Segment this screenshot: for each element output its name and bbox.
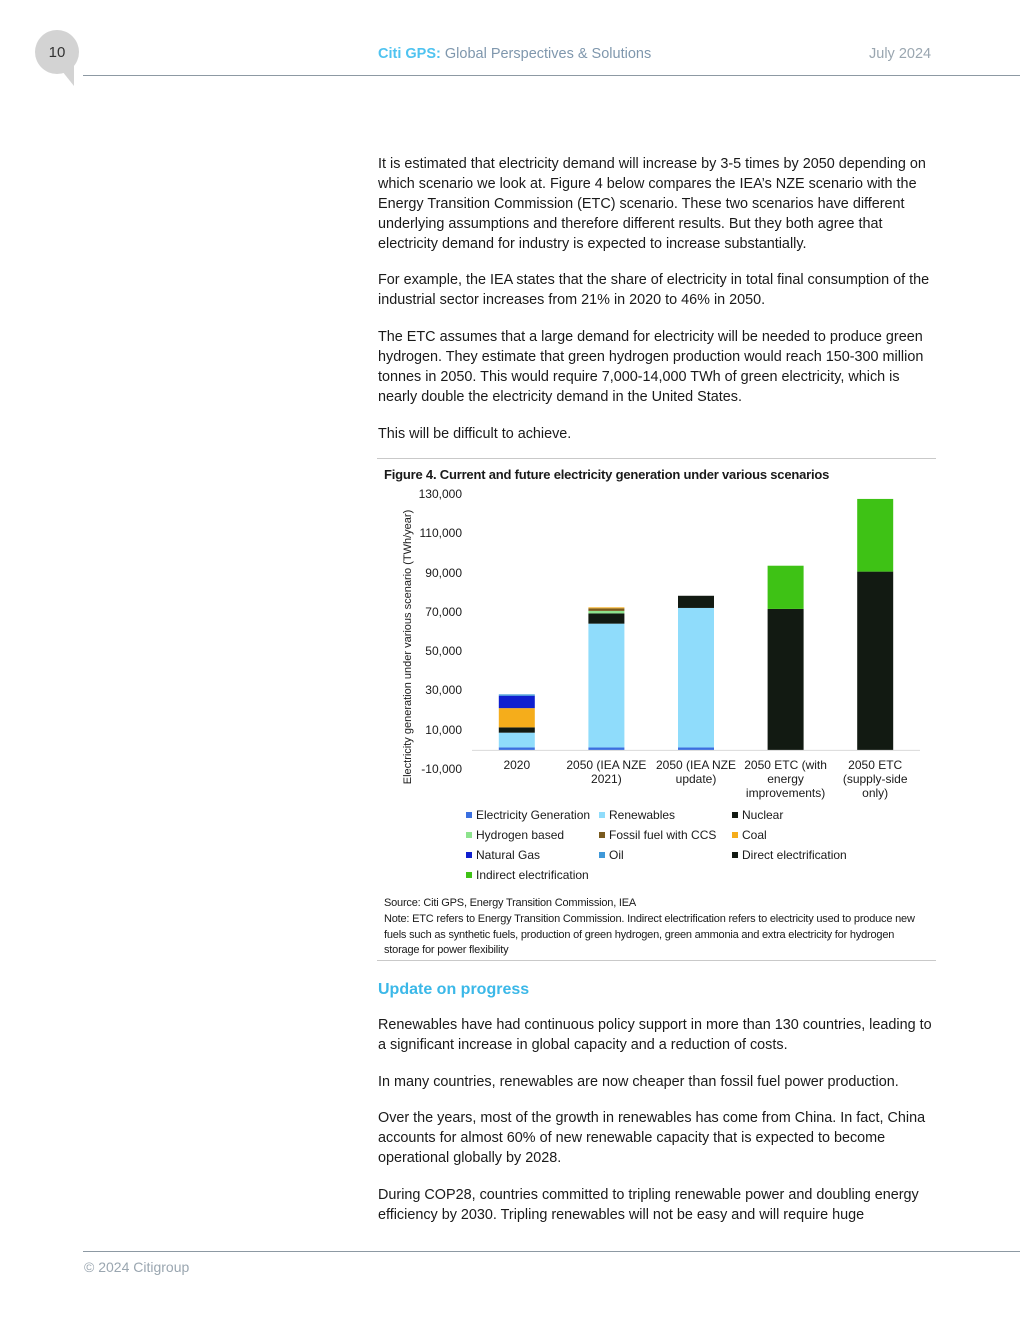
bar-segment — [588, 608, 624, 611]
legend-label: Hydrogen based — [476, 828, 565, 842]
x-tick-label-line: (supply-side — [842, 772, 908, 786]
page-number: 10 — [48, 43, 66, 61]
x-tick-label-line: 2050 ETC (with — [744, 758, 827, 772]
legend-item — [599, 828, 716, 842]
figure-title: Figure 4. Current and future electricity generation under various scenarios — [384, 467, 830, 482]
paragraph-3: The ETC assumes that a large demand for electricity will be needed to produce green hydrogen. They estimate that green hydrogen production would reach 150-300 million tonnes in 2050. This would require 7,000-14,000 TWh of green electricity, which is nearly double the electricity demand in the United States. — [378, 329, 924, 405]
legend-label: Oil — [609, 848, 624, 862]
legend-swatch — [732, 832, 738, 838]
legend-label: Nuclear — [742, 808, 784, 822]
footer-copyright: © 2024 Citigroup — [84, 1259, 190, 1275]
bar-segment — [857, 499, 893, 572]
paragraph-8: During COP28, countries committed to tripling renewable power and doubling energy efficiency by 2030. Tripling renewables will not be easy and will require huge — [378, 1187, 919, 1223]
legend-item — [466, 828, 564, 842]
bar-segment — [588, 624, 624, 748]
legend-label: Coal — [742, 828, 767, 842]
bar-segment — [499, 696, 535, 708]
legend-swatch — [466, 832, 472, 838]
paragraph-5: Renewables have had continuous policy support in more than 130 countries, leading to a significant increase in global capacity and a reduction of costs. — [378, 1017, 932, 1053]
footer-divider — [83, 1251, 1020, 1252]
x-tick-label-line: energy — [767, 772, 804, 786]
y-tick-label: -10,000 — [421, 762, 462, 776]
legend-swatch — [732, 852, 738, 858]
legend-swatch — [466, 852, 472, 858]
legend-item — [732, 828, 767, 842]
x-tick-label-line: 2021) — [591, 772, 622, 786]
y-tick-label: 50,000 — [425, 644, 462, 659]
figure-bottom-divider — [377, 960, 936, 961]
bar-segment — [499, 727, 535, 732]
legend-swatch — [599, 812, 605, 818]
y-tick-label: 90,000 — [425, 565, 462, 580]
paragraph-1: It is estimated that electricity demand will increase by 3-5 times by 2050 depending on which scenario we look at. Figure 4 below compares the IEA’s NZE scenario with the Energy Transition Commission (ETC) scenario. These two scenarios have different underlying assumptions and therefore different results. But they both agree that electricity demand for industry is expected to increase substantially. — [378, 156, 926, 252]
bar-segment — [588, 607, 624, 608]
legend-item — [732, 808, 783, 822]
legend-label: Indirect electrification — [476, 868, 589, 882]
bar-segment — [768, 566, 804, 609]
y-tick-label: 30,000 — [425, 683, 462, 698]
x-tick-label-line: 2020 — [503, 758, 531, 772]
bar-segment — [499, 694, 535, 695]
x-tick-label-line: only) — [862, 786, 889, 800]
section-heading: Update on progress — [378, 981, 530, 998]
legend-swatch — [599, 832, 605, 838]
legend-item — [732, 848, 847, 862]
figure-note: Note: ETC refers to Energy Transition Commission. Indirect electrification refers to electricity used to produce new fuels such as synthetic fuels, production of green hydrogen, green ammonia and extra electricity for hydrogen storage for power flexibility — [384, 913, 915, 956]
bar-segment — [499, 733, 535, 748]
paragraph-4: This will be difficult to achieve. — [378, 426, 572, 442]
bar-segment — [857, 572, 893, 751]
bar-segment — [678, 608, 714, 747]
bar-segment — [768, 609, 804, 750]
x-tick-label-line: 2050 (IEA NZE — [655, 758, 737, 772]
header-brand: Citi GPS: — [378, 46, 441, 62]
figure-source: Source: Citi GPS, Energy Transition Commission, IEA — [384, 897, 637, 909]
legend-item — [466, 848, 540, 862]
legend-swatch — [466, 872, 472, 878]
bar-segment — [588, 611, 624, 614]
header-date: July 2024 — [869, 46, 932, 62]
legend-item — [599, 808, 675, 822]
y-tick-label: 110,000 — [419, 526, 462, 541]
header-subtitle: Global Perspectives & Solutions — [444, 46, 652, 62]
legend-item — [466, 868, 589, 882]
legend-swatch — [466, 812, 472, 818]
x-tick-label-line: 2050 (IEA NZE — [566, 758, 647, 772]
x-tick-label-line: update) — [675, 772, 717, 786]
paragraph-6: In many countries, renewables are now cheaper than fossil fuel power production. — [378, 1074, 899, 1090]
legend-label: Direct electrification — [742, 848, 847, 862]
y-tick-label: 10,000 — [425, 722, 462, 737]
legend-label: Electricity Generation — [476, 808, 591, 822]
bar-segment — [678, 596, 714, 608]
legend-swatch — [599, 852, 605, 858]
chart-y-axis-label: Electricity generation under various scenario (TWh/year) — [402, 509, 414, 785]
paragraph-7: Over the years, most of the growth in renewables has come from China. In fact, China accounts for almost 60% of new renewable capacity that is expected to become operational globally by 2028. — [378, 1110, 926, 1166]
legend-item — [599, 848, 624, 862]
legend-label: Natural Gas — [476, 848, 541, 862]
x-tick-label-line: improvements) — [745, 786, 826, 800]
y-tick-label: 130,000 — [418, 487, 462, 501]
legend-swatch — [732, 812, 738, 818]
legend-label: Fossil fuel with CCS — [609, 828, 717, 842]
y-tick-label: 70,000 — [425, 604, 462, 619]
bar-segment — [499, 708, 535, 727]
x-tick-label-line: 2050 ETC — [848, 758, 903, 772]
bar-segment — [588, 613, 624, 623]
legend-label: Renewables — [609, 808, 676, 822]
legend-item — [466, 808, 590, 822]
paragraph-2: For example, the IEA states that the share of electricity in total final consumption of the industrial sector increases from 21% in 2020 to 46% in 2050. — [378, 272, 930, 308]
